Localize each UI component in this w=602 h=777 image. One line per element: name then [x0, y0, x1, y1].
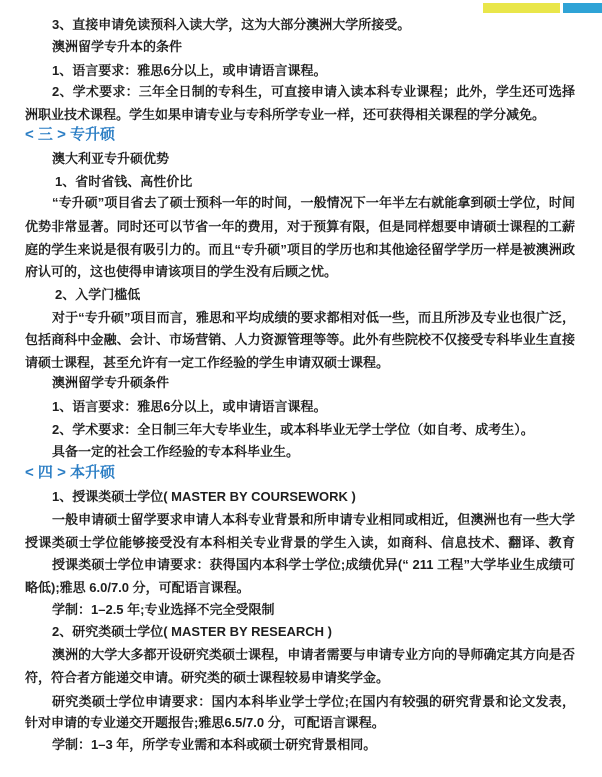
paragraph-line: 研究类硕士学位申请要求：国内本科毕业学士学位;在国内有较强的研究背景和论文发表，: [52, 694, 575, 709]
paragraph-line: 府认可的，这也使得申请该项目的学生没有后顾之忧。: [25, 264, 338, 279]
paragraph-line: 3、直接申请免读预科入读大学，这为大部分澳洲大学所接受。: [52, 17, 411, 32]
paragraph-line: 优势非常显著。同时还可以节省一年的费用，对于预算有限，但是同样想要申请硕士课程的工薪: [25, 219, 575, 234]
paragraph-line: 学制：1–3 年，所学专业需和本科或硕士研究背景相同。: [52, 737, 377, 752]
paragraph-line: 具备一定的社会工作经验的专本科毕业生。: [52, 444, 300, 459]
paragraph-line: 请硕士课程，甚至允许有一定工作经验的学生申请双硕士课程。: [25, 355, 390, 370]
paragraph-line: 澳洲留学专升本的条件: [52, 39, 183, 54]
paragraph-line: 1、授课类硕士学位( MASTER BY COURSEWORK ): [52, 489, 356, 504]
paragraph-line: 符，符合者方能递交申请。研究类的硕士课程较易申请奖学金。: [25, 670, 390, 685]
paragraph-line: 澳大利亚专升硕优势: [52, 151, 170, 166]
paragraph-line: 澳洲留学专升硕条件: [52, 375, 170, 390]
paragraph-line: 略低);雅思 6.0/7.0 分，可配语言课程。: [25, 580, 250, 595]
paragraph-line: 2、学术要求：三年全日制的专科生，可直接申请入读本科专业课程；此外，学生还可选择: [52, 84, 575, 99]
paragraph-line: 庭的学生来说是很有吸引力的。而且“专升硕”项目的学历也和其他途径留学学历一样是被澳洲政: [25, 242, 575, 257]
decorative-bar-blue: [563, 3, 602, 13]
paragraph-line: 洲职业技术课程。学生如果申请专业与专科所学专业一样，还可获得相关课程的学分减免。: [25, 107, 546, 122]
paragraph-line: 2、研究类硕士学位( MASTER BY RESEARCH ): [52, 624, 333, 639]
paragraph-line: 1、语言要求：雅思6分以上，或申请语言课程。: [52, 399, 327, 414]
paragraph-line: 1、语言要求：雅思6分以上，或申请语言课程。: [52, 63, 327, 78]
paragraph-line: 授课类硕士学位能够接受没有本科相关专业背景的学生入读，如商科、信息技术、翻译、教育: [25, 535, 575, 550]
paragraph-line: “专升硕”项目省去了硕士预科一年的时间，一般情况下一年半左右就能拿到硕士学位，时间: [52, 195, 575, 210]
paragraph-line: 对于“专升硕”项目而言，雅思和平均成绩的要求都相对低一些，而且所涉及专业也很广泛，: [52, 310, 575, 325]
paragraph-line: 一般申请硕士留学要求申请人本科专业背景和所申请专业相同或相近，但澳洲也有一些大学: [52, 512, 575, 527]
paragraph-line: 针对申请的专业递交开题报告;雅思6.5/7.0 分，可配语言课程。: [25, 715, 385, 730]
section-heading: < 三 > 专升硕: [25, 126, 116, 143]
paragraph-line: 2、入学门槛低: [55, 287, 141, 302]
section-heading: < 四 > 本升硕: [25, 464, 116, 481]
paragraph-line: 包括商科中金融、会计、市场营销、人力资源管理等等。此外有些院校不仅接受专科毕业生直接: [25, 332, 575, 347]
paragraph-line: 澳洲的大学大多都开设研究类硕士课程，申请者需要与申请专业方向的导师确定其方向是否: [52, 647, 575, 662]
paragraph-line: 2、学术要求：全日制三年大专毕业生，或本科毕业无学士学位（如自考、成考生）。: [52, 422, 534, 437]
paragraph-line: 学制：1–2.5 年;专业选择不完全受限制: [52, 602, 275, 617]
paragraph-line: 授课类硕士学位申请要求：获得国内本科学士学位;成绩优异(“ 211 工程”大学毕业生成绩可: [52, 557, 575, 572]
paragraph-line: 1、省时省钱、高性价比: [55, 174, 193, 189]
decorative-bar-yellow: [483, 3, 560, 13]
